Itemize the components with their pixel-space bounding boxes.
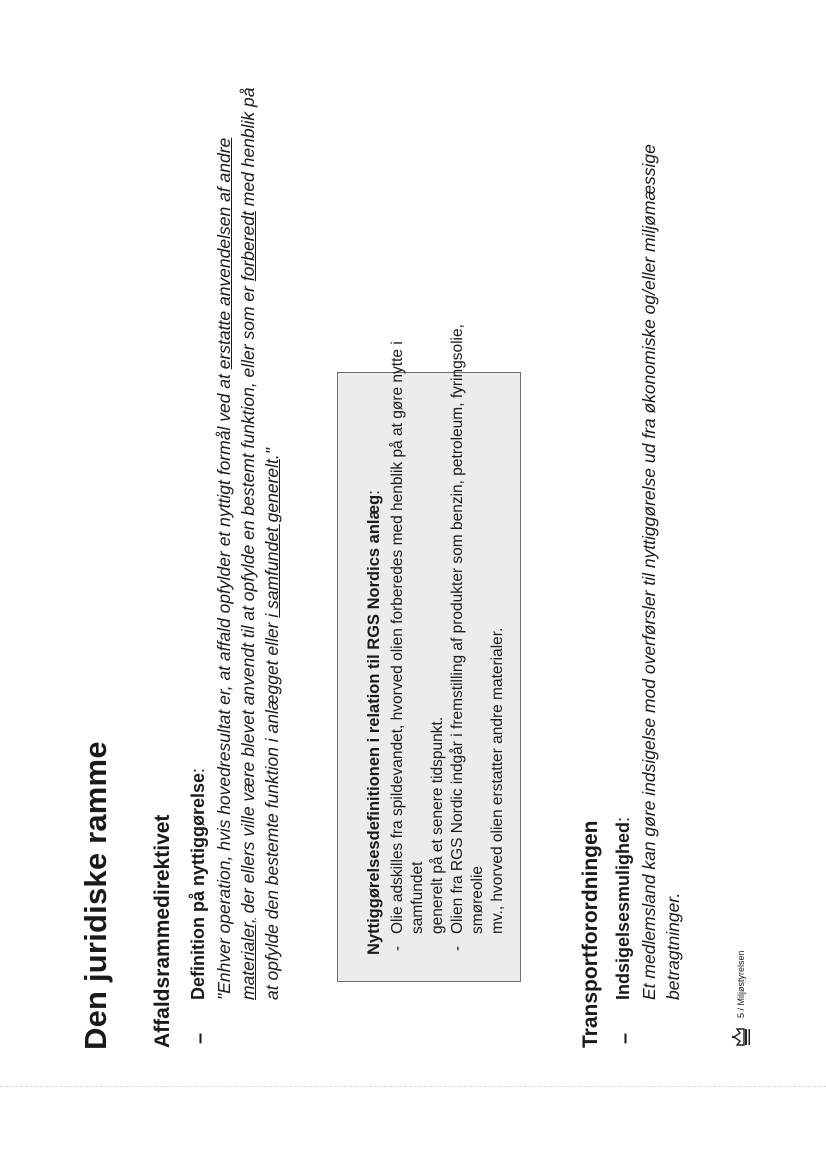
- list-dash: –: [189, 1032, 211, 1044]
- quote-underline-1: erstatte anvendelsen af andre materialer,: [214, 137, 258, 1000]
- objection-label-text: Indsigelsesmulighed: [613, 821, 633, 1000]
- objection-label: [613, 817, 634, 1000]
- bullet-dash: -: [389, 945, 406, 951]
- box-line-5: smøreolie: [469, 865, 486, 934]
- box-line-3: generelt på et senere tidspunkt.: [429, 716, 446, 934]
- rotated-slide: [58, 68, 778, 1078]
- definition-label-colon: :: [188, 767, 208, 773]
- box-bullet-2: [448, 324, 468, 951]
- footer-page-label: 5 / Miljøstyrelsen: [736, 950, 746, 1018]
- bullet-dash: -: [449, 945, 466, 951]
- section-heading-transportforordningen: Transportforordningen: [579, 820, 602, 1048]
- box-line-1: Olie adskilles fra spildevandet, hvorved olien forberedes med henblik på at gøre nytte i: [389, 341, 406, 934]
- box-title-text: Nyttiggørelsesdefinitionen i relation til RGS Nordics anlæg: [365, 494, 383, 955]
- box-line-2: samfundet: [409, 861, 426, 934]
- objection-label-colon: :: [613, 816, 633, 822]
- box-line-4: Olien fra RGS Nordic indgår i fremstilling af produkter som benzin, petroleum, fyringsolie,: [449, 324, 466, 934]
- slide-title: Den juridiske ramme: [78, 741, 113, 1050]
- box-bullet-1: [388, 341, 408, 951]
- box-title: [365, 490, 384, 955]
- list-dash: –: [614, 1032, 636, 1044]
- rgs-nordic-info-box: [337, 324, 521, 982]
- crown-logo-icon: [730, 1026, 752, 1048]
- scan-edge-line: [0, 1086, 826, 1087]
- definition-quote: [212, 70, 284, 1000]
- quote-part-1: "Enhver operation, hvis hovedresultat er, at affald opfylder et nyttigt formål ved at: [214, 369, 234, 1000]
- quote-underline-2: forberedt: [238, 211, 258, 282]
- quote-part-4: .": [262, 448, 282, 460]
- objection-note: Et medlemsland kan gøre indsigelse mod overførsler til nyttiggørelse ud fra økonomiske og/eller miljømæssige betragtninger.: [639, 144, 683, 1000]
- section-heading-affaldsrammedirektivet: Affaldsrammedirektivet: [151, 814, 174, 1048]
- definition-label-text: Definition på nyttiggørelse: [188, 772, 208, 1000]
- box-title-colon: :: [365, 490, 383, 495]
- definition-label: [188, 768, 209, 1000]
- quote-part-3: med henblik på at opfylde den bestemte funktion i anlægget eller: [238, 87, 282, 1000]
- box-line-6: mv., hvorved olien erstatter andre materialer.: [489, 627, 506, 934]
- quote-part-2: der ellers ville være blevet anvendt til at opfylde en bestemt funktion, eller som er: [238, 281, 258, 919]
- quote-underline-3: i samfundet generelt: [262, 459, 282, 618]
